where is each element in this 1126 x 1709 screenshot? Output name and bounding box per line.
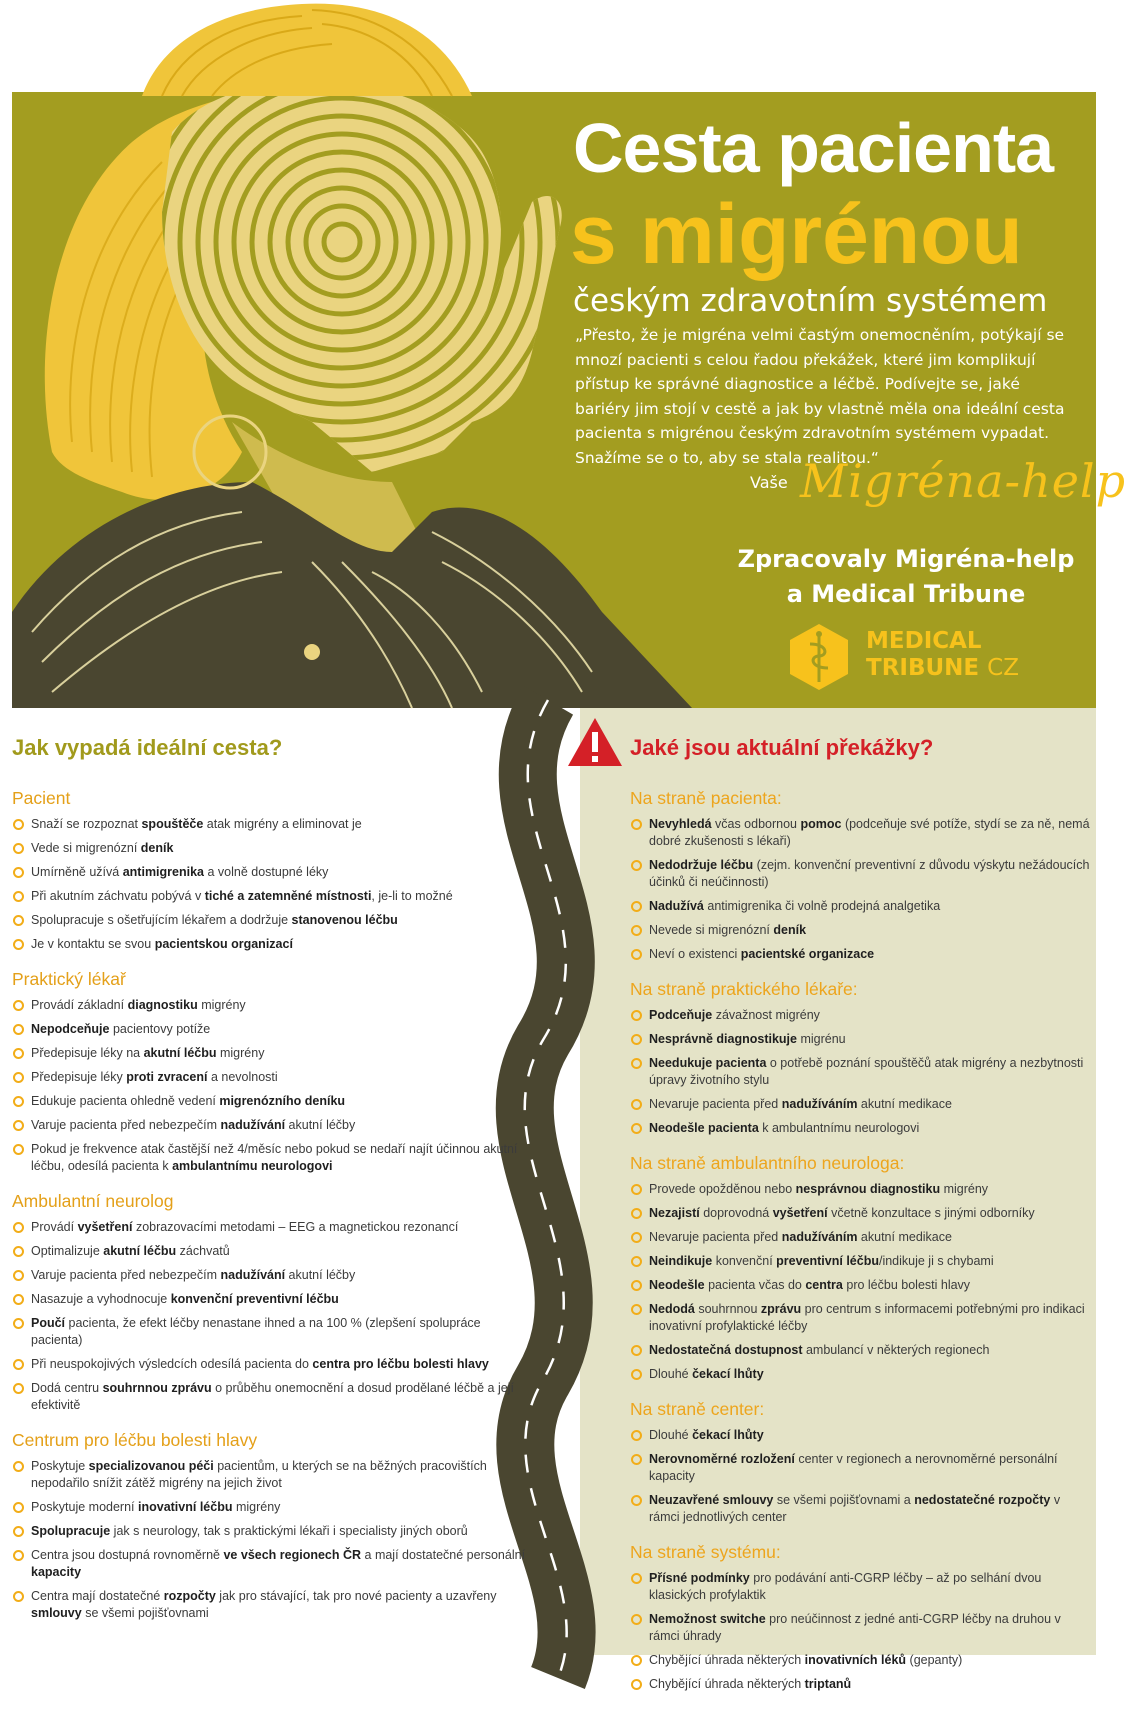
list-item: Nadužívá antimigrenika či volně prodejná analgetika [630, 898, 1090, 915]
bullet-circle-icon [631, 1256, 642, 1267]
bullet-circle-icon [13, 819, 24, 830]
emphasis-text: Neindikuje [649, 1254, 713, 1268]
list-item: Nevaruje pacienta před nadužíváním akutní medikace [630, 1229, 1090, 1246]
bullet-circle-icon [13, 1502, 24, 1513]
bullet-circle-icon [13, 1318, 24, 1329]
ideal-section-title: Ambulantní neurolog [12, 1191, 174, 1211]
obstacle-section [630, 1153, 1090, 1383]
warning-icon [566, 716, 624, 768]
list-item: Nemožnost switche pro neúčinnost z jedné anti-CGRP léčby na druhou v rámci úhrady [630, 1611, 1090, 1645]
emphasis-text: Neodešle [649, 1278, 705, 1292]
list-item: Nevede si migrenózní deník [630, 922, 1090, 939]
emphasis-text: akutní léčbu [143, 1046, 217, 1060]
list-item: Provádí základní diagnostiku migrény [12, 997, 532, 1014]
list-item: Poskytuje moderní inovativní léčbu migrény [12, 1499, 532, 1516]
emphasis-text: nadužívání [220, 1118, 286, 1132]
emphasis-text: pacientské organizace [740, 947, 875, 961]
list-item: Spolupracuje jak s neurology, tak s praktickými lékaři i specialisty jiných oborů [12, 1523, 532, 1540]
logo-line-2 [866, 655, 1019, 682]
bullet-circle-icon [13, 891, 24, 902]
list-item: Přísné podmínky pro podávání anti-CGRP léčby – až po selhání dvou klasických profylaktik [630, 1570, 1090, 1604]
bullet-circle-icon [13, 1072, 24, 1083]
bullet-circle-icon [631, 1614, 642, 1625]
list-item: Podceňuje závažnost migrény [630, 1007, 1090, 1024]
list-item: Spolupracuje s ošetřujícím lékařem a dodržuje stanovenou léčbu [12, 912, 532, 929]
list-item: Neodešle pacienta včas do centra pro léčbu bolesti hlavy [630, 1277, 1090, 1294]
ideal-section-title: Pacient [12, 788, 71, 808]
ideal-section [12, 1191, 532, 1414]
title-line-3: českým zdravotním systémem [573, 283, 1048, 319]
credits [736, 542, 1076, 612]
emphasis-text: pacientskou organizací [154, 937, 293, 951]
list-item: Provádí vyšetření zobrazovacími metodami – EEG a magnetickou rezonancí [12, 1219, 532, 1236]
bullet-circle-icon [13, 843, 24, 854]
emphasis-text: nedostatečné rozpočty [914, 1493, 1051, 1507]
emphasis-text: Nedostatečná dostupnost [649, 1343, 803, 1357]
bullet-circle-icon [631, 1345, 642, 1356]
emphasis-text: spouštěče [141, 817, 204, 831]
emphasis-text: Nezajistí [649, 1206, 700, 1220]
credits-line-2: a Medical Tribune [786, 580, 1026, 608]
emphasis-text: preventivní léčbu [776, 1254, 879, 1268]
emphasis-text: vyšetření [77, 1220, 133, 1234]
list-item: Chybějící úhrada některých inovativních léků (gepanty) [630, 1652, 1090, 1669]
list-item: Nedostatečná dostupnost ambulancí v některých regionech [630, 1342, 1090, 1359]
obstacle-list [630, 1427, 1090, 1526]
ideal-path-column [12, 735, 532, 1638]
bullet-circle-icon [13, 1270, 24, 1281]
emphasis-text: inovativních léků [804, 1653, 907, 1667]
emphasis-text: Nesprávně diagnostikuje [649, 1032, 797, 1046]
list-item: Při neuspokojivých výsledcích odesílá pacienta do centra pro léčbu bolesti hlavy [12, 1356, 532, 1373]
ideal-list [12, 1219, 532, 1414]
bullet-circle-icon [13, 1144, 24, 1155]
obstacle-section-title: Na straně center: [630, 1399, 765, 1419]
list-item: Dlouhé čekací lhůty [630, 1427, 1090, 1444]
emphasis-text: akutní léčbu [103, 1244, 177, 1258]
list-item: Předepisuje léky proti zvracení a nevolnosti [12, 1069, 532, 1086]
emphasis-text: kapacity [31, 1565, 82, 1579]
obstacle-sections [630, 788, 1090, 1693]
bullet-circle-icon [631, 1495, 642, 1506]
emphasis-text: nadužíváním [781, 1097, 858, 1111]
list-item: Centra jsou dostupná rovnoměrně ve všech regionech ČR a mají dostatečné personální kapacity [12, 1547, 532, 1581]
obstacles-heading: Jaké jsou aktuální překážky? [630, 735, 934, 760]
bullet-circle-icon [631, 1679, 642, 1690]
emphasis-text: diagnostiku [127, 998, 198, 1012]
emphasis-text: Poučí [31, 1316, 66, 1330]
list-item: Snaží se rozpoznat spouštěče atak migrény a eliminovat je [12, 816, 532, 833]
bullet-circle-icon [13, 1222, 24, 1233]
bullet-circle-icon [631, 1304, 642, 1315]
emphasis-text: triptanů [804, 1677, 852, 1691]
ideal-list [12, 997, 532, 1175]
emphasis-text: Spolupracuje [31, 1524, 111, 1538]
bullet-circle-icon [631, 1232, 642, 1243]
bullet-circle-icon [631, 1123, 642, 1134]
emphasis-text: souhrnnou zprávu [102, 1381, 212, 1395]
bullet-circle-icon [13, 1294, 24, 1305]
ideal-section-title: Praktický lékař [12, 969, 126, 989]
list-item: Dlouhé čekací lhůty [630, 1366, 1090, 1383]
bullet-circle-icon [631, 1369, 642, 1380]
bullet-circle-icon [631, 1184, 642, 1195]
title-line-1: Cesta pacienta [573, 109, 1054, 187]
list-item: Neuzavřené smlouvy se všemi pojišťovnami a nedostatečné rozpočty v rámci jednotlivých center [630, 1492, 1090, 1526]
emphasis-text: pomoc [800, 817, 842, 831]
bullet-circle-icon [631, 819, 642, 830]
title-line-2: s migrénou [570, 187, 1023, 281]
obstacle-list [630, 816, 1090, 963]
bullet-circle-icon [631, 1010, 642, 1021]
obstacle-section-title: Na straně ambulantního neurologa: [630, 1153, 905, 1173]
list-item: Centra mají dostatečné rozpočty jak pro stávající, tak pro nové pacienty a uzavřeny smlouvy se všemi pojišťovnami [12, 1588, 532, 1622]
emphasis-text: nadužíváním [781, 1230, 858, 1244]
bullet-circle-icon [13, 1550, 24, 1561]
emphasis-text: nesprávnou diagnostiku [795, 1182, 941, 1196]
bullet-circle-icon [13, 1461, 24, 1472]
emphasis-text: čekací lhůty [692, 1367, 764, 1381]
emphasis-text: proti zvracení [126, 1070, 208, 1084]
bullet-circle-icon [631, 860, 642, 871]
emphasis-text: inovativní léčbu [138, 1500, 233, 1514]
emphasis-text: Nemožnost switche [649, 1612, 766, 1626]
emphasis-text: centra pro léčbu bolesti hlavy [312, 1357, 489, 1371]
bullet-circle-icon [13, 1000, 24, 1011]
emphasis-text: nadužívání [220, 1268, 286, 1282]
list-item: Needukuje pacienta o potřebě poznání spouštěčů atak migrény a nezbytnosti úpravy životního stylu [630, 1055, 1090, 1089]
list-item: Pokud je frekvence atak častější než 4/měsíc nebo pokud se nedaří najít účinnou akutní léčbu, odesílá pacienta k ambulantnímu neurologovi [12, 1141, 532, 1175]
bullet-circle-icon [13, 1120, 24, 1131]
list-item: Vede si migrenózní deník [12, 840, 532, 857]
list-item: Varuje pacienta před nebezpečím nadužívání akutní léčby [12, 1267, 532, 1284]
obstacle-section-title: Na straně systému: [630, 1542, 781, 1562]
list-item: Nedodá souhrnnou zprávu pro centrum s informacemi potřebnými pro indikaci inovativní profylaktické léčby [630, 1301, 1090, 1335]
list-item: Dodá centru souhrnnou zprávu o průběhu onemocnění a dosud prodělané léčbě a její efektivitě [12, 1380, 532, 1414]
bullet-circle-icon [631, 949, 642, 960]
list-item: Neindikuje konvenční preventivní léčbu/indikuje ji s chybami [630, 1253, 1090, 1270]
bullet-circle-icon [631, 925, 642, 936]
list-item: Nesprávně diagnostikuje migrénu [630, 1031, 1090, 1048]
hair-overflow-illustration [12, 0, 732, 96]
list-item: Poskytuje specializovanou péči pacientům, u kterých se na běžných pracovištích nepodařilo snížit zátěž migrény na jejich život [12, 1458, 532, 1492]
emphasis-text: Nadužívá [649, 899, 704, 913]
obstacle-section [630, 788, 1090, 963]
bullet-circle-icon [13, 867, 24, 878]
list-item: Poučí pacienta, že efekt léčby nenastane ihned a na 100 % (zlepšení spolupráce pacienta) [12, 1315, 532, 1349]
bullet-circle-icon [631, 1430, 642, 1441]
obstacle-list [630, 1181, 1090, 1383]
list-item: Nedodržuje léčbu (zejm. konvenční preventivní z důvodu výskytu nežádoucích účinků či neúčinnosti) [630, 857, 1090, 891]
list-item: Varuje pacienta před nebezpečím nadužívání akutní léčby [12, 1117, 532, 1134]
emphasis-text: Přísné podmínky [649, 1571, 750, 1585]
signature: Migréna-help [800, 454, 1126, 508]
medical-tribune-logo-text [866, 628, 1019, 682]
list-item: Při akutním záchvatu pobývá v tiché a zatemněné místnosti, je-li to možné [12, 888, 532, 905]
bullet-circle-icon [13, 1591, 24, 1602]
signature-prefix: Vaše [750, 473, 788, 492]
logo-line-1: MEDICAL [866, 628, 982, 654]
list-item: Nasazuje a vyhodnocuje konvenční preventivní léčbu [12, 1291, 532, 1308]
emphasis-text: konvenční preventivní léčbu [170, 1292, 339, 1306]
bullet-circle-icon [631, 1655, 642, 1666]
emphasis-text: deník [140, 841, 174, 855]
bullet-circle-icon [13, 1246, 24, 1257]
list-item: Je v kontaktu se svou pacientskou organizací [12, 936, 532, 953]
emphasis-text: ambulantnímu neurologovi [172, 1159, 333, 1173]
logo-suffix: CZ [987, 655, 1019, 681]
list-item: Nerovnoměrné rozložení center v regionech a nerovnoměrné personální kapacity [630, 1451, 1090, 1485]
emphasis-text: stanovenou léčbu [291, 913, 398, 927]
ideal-section [12, 969, 532, 1175]
emphasis-text: Neuzavřené smlouvy [649, 1493, 774, 1507]
list-item: Nezajistí doprovodná vyšetření včetně konzultace s jinými odborníky [630, 1205, 1090, 1222]
obstacle-section-title: Na straně praktického lékaře: [630, 979, 858, 999]
emphasis-text: Nepodceňuje [31, 1022, 110, 1036]
emphasis-text: Neodešle pacienta [649, 1121, 759, 1135]
obstacles-column [630, 735, 1090, 1709]
ideal-sections [12, 788, 532, 1622]
bullet-circle-icon [13, 915, 24, 926]
emphasis-text: rozpočty [163, 1589, 216, 1603]
obstacle-list [630, 1007, 1090, 1137]
list-item: Nevaruje pacienta před nadužíváním akutní medikace [630, 1096, 1090, 1113]
bullet-circle-icon [13, 1383, 24, 1394]
emphasis-text: ve všech regionech ČR [223, 1548, 362, 1562]
ideal-list [12, 816, 532, 953]
emphasis-text: vyšetření [772, 1206, 828, 1220]
bullet-circle-icon [13, 939, 24, 950]
header-banner [12, 92, 1126, 708]
ideal-section [12, 788, 532, 953]
bullet-circle-icon [13, 1048, 24, 1059]
emphasis-text: zprávu [760, 1302, 802, 1316]
emphasis-text: antimigrenika [122, 865, 204, 879]
obstacle-section [630, 979, 1090, 1137]
emphasis-text: Podceňuje [649, 1008, 713, 1022]
list-item: Umírněně užívá antimigrenika a volně dostupné léky [12, 864, 532, 881]
emphasis-text: deník [773, 923, 807, 937]
logo-line-2-text: TRIBUNE [866, 655, 980, 681]
medical-tribune-logo-icon [784, 622, 854, 692]
list-item: Optimalizuje akutní léčbu záchvatů [12, 1243, 532, 1260]
bullet-circle-icon [631, 1099, 642, 1110]
bullet-circle-icon [631, 901, 642, 912]
bullet-circle-icon [13, 1359, 24, 1370]
emphasis-text: specializovanou péči [88, 1459, 214, 1473]
intro-quote: „Přesto, že je migréna velmi častým onemocněním, potýkají se mnozí pacienti s celou řadou překážek, které jim komplikují přístup ke správné diagnostice a léčbě. Podívejte se, jaké bariéry jim stojí v cestě a jak by vlastně měla ona ideální cesta pacienta s migrénou českým zdravotním systémem vypadat. Snažíme se o to, aby se stala realitou.“ [575, 326, 1065, 467]
bullet-circle-icon [631, 1573, 642, 1584]
bullet-circle-icon [631, 1280, 642, 1291]
bullet-circle-icon [13, 1096, 24, 1107]
bullet-circle-icon [13, 1526, 24, 1537]
list-item: Nepodceňuje pacientovy potíže [12, 1021, 532, 1038]
credits-line-1: Zpracovaly Migréna-help [737, 545, 1075, 573]
list-item: Neodešle pacienta k ambulantnímu neurologovi [630, 1120, 1090, 1137]
obstacle-section [630, 1542, 1090, 1693]
bullet-circle-icon [631, 1454, 642, 1465]
list-item: Neví o existenci pacientské organizace [630, 946, 1090, 963]
list-item: Edukuje pacienta ohledně vedení migrenózního deníku [12, 1093, 532, 1110]
emphasis-text: Nerovnoměrné rozložení [649, 1452, 795, 1466]
emphasis-text: Needukuje pacienta [649, 1056, 767, 1070]
list-item: Chybějící úhrada některých triptanů [630, 1676, 1090, 1693]
emphasis-text: tiché a zatemněné místnosti [204, 889, 372, 903]
bullet-circle-icon [631, 1208, 642, 1219]
ideal-section [12, 1430, 532, 1622]
emphasis-text: Nevyhledá [649, 817, 712, 831]
obstacle-section-title: Na straně pacienta: [630, 788, 782, 808]
ideal-path-heading: Jak vypadá ideální cesta? [12, 735, 283, 760]
list-item: Provede opožděnou nebo nesprávnou diagnostiku migrény [630, 1181, 1090, 1198]
obstacle-section [630, 1399, 1090, 1526]
emphasis-text: migrenózního deníku [219, 1094, 346, 1108]
obstacle-list [630, 1570, 1090, 1693]
emphasis-text: centra [805, 1278, 843, 1292]
emphasis-text: Nedodržuje léčbu [649, 858, 754, 872]
bullet-circle-icon [631, 1034, 642, 1045]
bullet-circle-icon [13, 1024, 24, 1035]
emphasis-text: Nedodá [649, 1302, 695, 1316]
list-item: Nevyhledá včas odbornou pomoc (podceňuje své potíže, stydí se za ně, nemá dobré zkušenosti s lékaři) [630, 816, 1090, 850]
ideal-list [12, 1458, 532, 1622]
bullet-circle-icon [631, 1058, 642, 1069]
emphasis-text: smlouvy [31, 1606, 82, 1620]
list-item: Předepisuje léky na akutní léčbu migrény [12, 1045, 532, 1062]
ideal-section-title: Centrum pro léčbu bolesti hlavy [12, 1430, 258, 1450]
emphasis-text: čekací lhůty [692, 1428, 764, 1442]
